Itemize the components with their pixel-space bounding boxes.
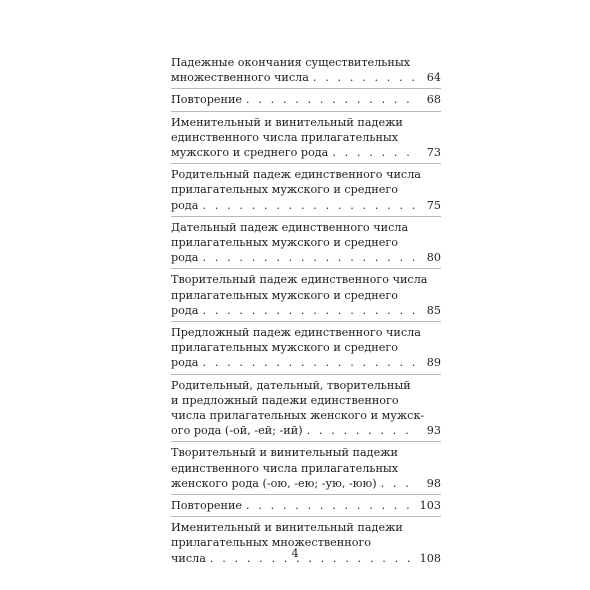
toc-entry — [171, 442, 441, 495]
toc-entry-title-line: рода — [171, 356, 199, 370]
toc-entry-title-line: числа прилагательных женского и мужск- — [171, 409, 425, 423]
toc-entry-title-line: ого рода (-ой, -ей; -ий) — [171, 424, 303, 438]
toc-entry-title-line: числа — [171, 551, 206, 565]
toc-entry — [171, 52, 441, 89]
dot-leader — [313, 70, 415, 85]
toc-entry-title-line: мужского и среднего рода — [171, 146, 329, 160]
toc-entry — [171, 517, 441, 569]
toc-entry-title-line: Творительный и винительный падежи — [171, 446, 398, 460]
toc-entry-final-line — [171, 198, 441, 213]
dot-leader — [246, 92, 415, 107]
toc-entry-final-line — [171, 250, 441, 265]
toc-entry-title-line: Именительный и винительный падежи — [171, 115, 403, 129]
toc-page-number: 93 — [426, 424, 441, 438]
toc-entry-title-line: единственного числа прилагательных — [171, 461, 399, 475]
toc-entry — [171, 269, 441, 322]
toc-entry-title-line: Родительный падеж единственного числа — [171, 168, 421, 182]
toc-entry-title-line: Предложный падеж единственного числа — [171, 326, 421, 340]
toc-entry-title-line: и предложный падежи единственного — [171, 393, 399, 407]
toc-entry-title-line: рода — [171, 198, 199, 212]
page-number: 4 — [291, 547, 299, 560]
toc-entry — [171, 322, 441, 375]
toc-entry-title-line: множественного числа — [171, 71, 309, 85]
toc-page-number: 73 — [426, 146, 441, 160]
toc-entry-title-line: прилагательных мужского и среднего — [171, 183, 398, 197]
toc-entry-final-line — [171, 476, 441, 491]
toc-page-number: 103 — [419, 499, 441, 513]
toc-page-number: 98 — [426, 476, 441, 490]
toc-entry-final-line — [171, 423, 441, 438]
toc-entry — [171, 89, 441, 111]
toc-page-number: 64 — [426, 71, 441, 85]
toc-page-number: 68 — [426, 93, 441, 107]
toc-entry-title-line: единственного числа прилагательных — [171, 130, 399, 144]
toc-entry-final-line — [171, 70, 441, 85]
toc-entry-final-line — [171, 303, 441, 318]
toc-entry-title-line: рода — [171, 303, 199, 317]
toc-entry — [171, 375, 441, 443]
toc-page-number: 80 — [426, 251, 441, 265]
toc-entry-title-line: Повторение — [171, 93, 243, 107]
toc-page-number: 85 — [426, 303, 441, 317]
toc-entry — [171, 112, 441, 165]
toc-entry-title-line: прилагательных мужского и среднего — [171, 288, 398, 302]
toc-entry-title-line: Повторение — [171, 499, 243, 513]
toc-entry-title-line: прилагательных мужского и среднего — [171, 236, 398, 250]
toc-page-number: 108 — [419, 551, 441, 565]
toc-entry-final-line — [171, 498, 441, 513]
toc-entry-title-line: Дательный падеж единственного числа — [171, 220, 409, 234]
toc-entry-title-line: Именительный и винительный падежи — [171, 521, 403, 535]
toc-entry-title-line: прилагательных мужского и среднего — [171, 341, 398, 355]
dot-leader — [202, 355, 415, 370]
toc-page-number: 75 — [426, 198, 441, 212]
dot-leader — [246, 498, 415, 513]
dot-leader — [202, 250, 415, 265]
toc-entry — [171, 164, 441, 217]
toc-entry-final-line — [171, 355, 441, 370]
table-of-contents — [171, 52, 441, 569]
toc-entry-title-line: рода — [171, 251, 199, 265]
toc-entry — [171, 217, 441, 270]
toc-entry-title-line: Родительный, дательный, творительный — [171, 378, 411, 392]
toc-entry-final-line — [171, 145, 441, 160]
dot-leader — [307, 423, 415, 438]
dot-leader — [202, 198, 415, 213]
toc-entry-title-line: женского рода (-ою, -ею; -ую, -юю) — [171, 476, 377, 490]
toc-entry — [171, 495, 441, 517]
toc-entry-title-line: Падежные окончания существительных — [171, 56, 411, 69]
dot-leader — [332, 145, 415, 160]
toc-entry-title-line: прилагательных множественного — [171, 536, 372, 550]
dot-leader — [381, 476, 415, 491]
toc-entry-title-line: Творительный падеж единственного числа — [171, 273, 428, 287]
toc-page-number: 89 — [426, 356, 441, 370]
dot-leader — [202, 303, 415, 318]
toc-entry-final-line — [171, 92, 441, 107]
